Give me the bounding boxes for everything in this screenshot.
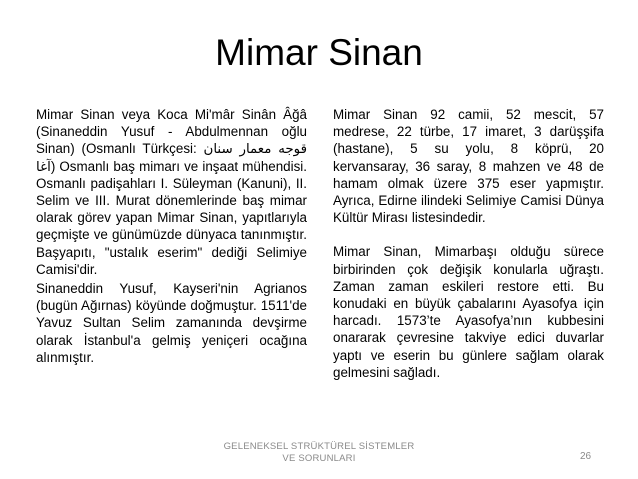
slide-footer: GELENEKSEL STRÜKTÜREL SİSTEMLER VE SORUNLARI bbox=[223, 441, 415, 464]
page-number: 26 bbox=[580, 451, 592, 462]
slide-title: Mimar Sinan bbox=[215, 32, 423, 73]
left-text-column bbox=[36, 106, 307, 366]
right-paragraph-1: Mimar Sinan 92 camii, 52 mescit, 57 medrese, 22 türbe, 17 imaret, 3 darüşşifa (hastane), 5 su yolu, 8 köprü, 20 kervansaray, 36 saray, 8 mahzen ve 48 de hamam olmak üzere 375 eser yapmıştır. Ayrıca, Edirne ilindeki Selimiye Camisi Dünya Kültür Mirası listesindedir. bbox=[333, 107, 604, 226]
right-text-column bbox=[333, 106, 604, 381]
right-paragraph-2: Mimar Sinan, Mimarbaşı olduğu sürece birbirinden çok değişik konularla uğraştı. Zaman zaman eskileri restore etti. Bu konudaki en büyük çabalarını Ayasofya için harcadı. 1573’te Ayasofya’nın kubbesini onararak çevresine takviye edici duvarlar yaptı ve eserin bu günlere sağlam olarak gelmesini sağladı. bbox=[333, 244, 604, 380]
left-paragraph-1: Mimar Sinan veya Koca Mi'mâr Sinân Âğâ (Sinaneddin Yusuf - Abdulmennan oğlu Sinan) (Osmanlı Türkçesi: قوجه معمار سنان آغا) Osmanlı baş mimarı ve inşaat mühendisi. Osmanlı padişahları I. Süleyman (Kanuni), II. Selim ve III. Murat dönemlerinde baş mimar olarak görev yapan Mimar Sinan, yapıtlarıyla geçmişte ve günümüzde dünyaca tanınmıştır. Başyapıtı, "ustalık eserim" dediği Selimiye Camisi'dir. bbox=[36, 107, 307, 277]
left-paragraph-2: Sinaneddin Yusuf, Kayseri'nin Agrianos (bugün Ağırnas) köyünde doğmuştur. 1511'de Yavuz Sultan Selim zamanında devşirme olarak İstanbul'a gelmiş yeniçeri ocağına alınmıştır. bbox=[36, 281, 307, 365]
